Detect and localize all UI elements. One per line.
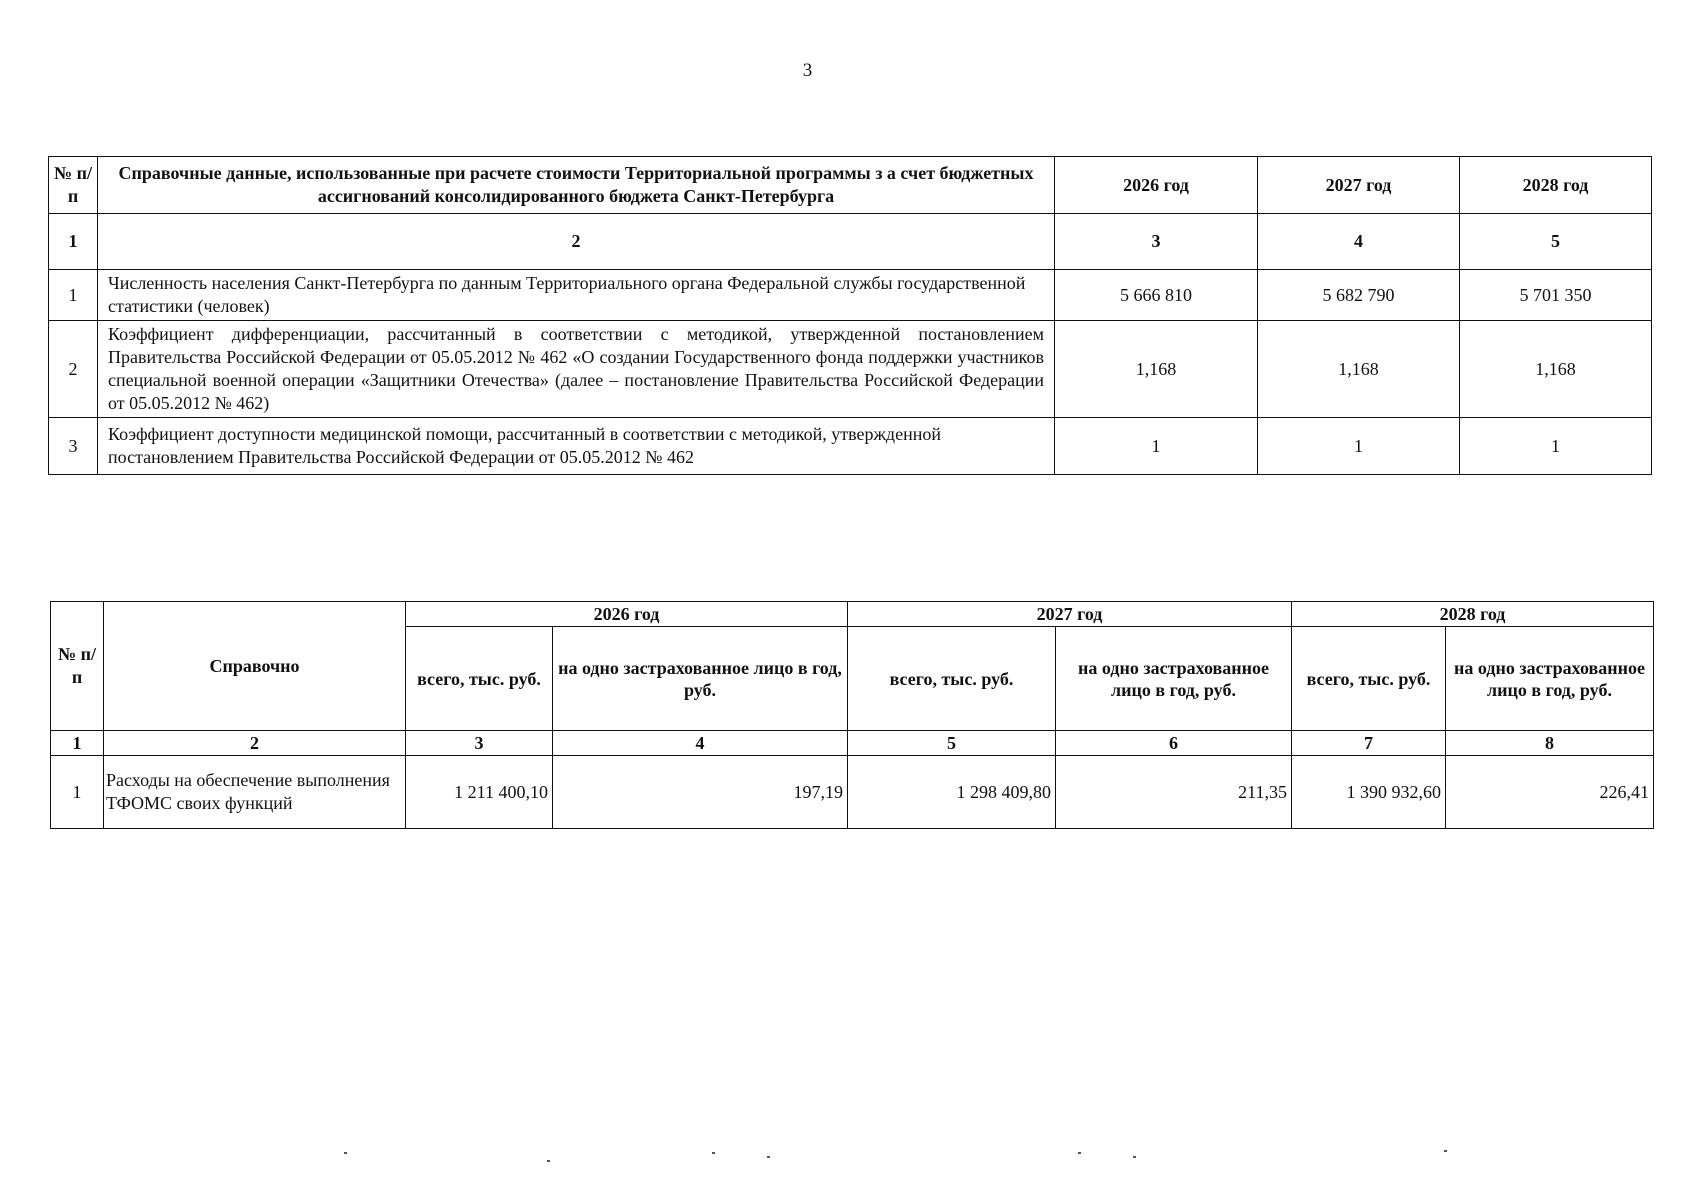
col-header-per-person-2026: на одно застрахованное лицо в год, руб. — [553, 627, 848, 731]
row-description: Коэффициент дифференциации, рассчитанный в соответствии с методикой, утвержденной постановлением Правительства Российской Федерации от 05.05.2012 № 462 «О создании Государственного фонда поддержки участников специальной военной операции «Защитники Отечества» (далее – постановление Правительства Российской Федерации от 05.05.2012 № 462) — [98, 321, 1055, 418]
col-number: 7 — [1292, 731, 1446, 756]
page-number: 3 — [802, 60, 813, 81]
col-number: 1 — [49, 214, 98, 270]
per-person-2027: 211,35 — [1056, 756, 1292, 829]
table-row — [49, 270, 1652, 321]
total-2026: 1 211 400,10 — [406, 756, 553, 829]
col-number: 4 — [1258, 214, 1460, 270]
scan-speck — [547, 1160, 550, 1162]
col-number: 6 — [1056, 731, 1292, 756]
value-2028: 5 701 350 — [1460, 270, 1652, 321]
col-header-2028: 2028 год — [1292, 602, 1654, 627]
col-header-2026: 2026 год — [1055, 157, 1258, 214]
scan-speck — [767, 1156, 770, 1158]
col-number: 5 — [1460, 214, 1652, 270]
col-header-total-2026: всего, тыс. руб. — [406, 627, 553, 731]
col-number: 2 — [98, 214, 1055, 270]
col-header-per-person-2028: на одно застрахованное лицо в год, руб. — [1446, 627, 1654, 731]
col-header-number: № п/п — [51, 602, 104, 731]
reference-data-table — [48, 156, 1652, 475]
scan-speck — [1444, 1150, 1447, 1152]
value-2028: 1 — [1460, 418, 1652, 475]
row-description: Расходы на обеспечение выполнения ТФОМС своих функций — [104, 756, 406, 829]
col-header-total-2027: всего, тыс. руб. — [848, 627, 1056, 731]
col-number: 4 — [553, 731, 848, 756]
col-number: 1 — [51, 731, 104, 756]
table-row — [51, 756, 1654, 829]
row-number: 1 — [49, 270, 98, 321]
col-number: 2 — [104, 731, 406, 756]
column-number-row — [49, 214, 1652, 270]
scan-speck — [1133, 1156, 1136, 1158]
col-header-total-2028: всего, тыс. руб. — [1292, 627, 1446, 731]
col-number: 8 — [1446, 731, 1654, 756]
table-header-row — [49, 157, 1652, 214]
tfoms-expenses-table — [50, 601, 1654, 829]
total-2028: 1 390 932,60 — [1292, 756, 1446, 829]
col-number: 3 — [1055, 214, 1258, 270]
value-2028: 1,168 — [1460, 321, 1652, 418]
col-header-2027: 2027 год — [1258, 157, 1460, 214]
col-header-title: Справочно — [104, 602, 406, 731]
table-row — [49, 321, 1652, 418]
value-2026: 5 666 810 — [1055, 270, 1258, 321]
value-2027: 5 682 790 — [1258, 270, 1460, 321]
scan-speck — [1078, 1152, 1081, 1154]
per-person-2026: 197,19 — [553, 756, 848, 829]
column-number-row — [51, 731, 1654, 756]
total-2027: 1 298 409,80 — [848, 756, 1056, 829]
col-header-2027: 2027 год — [848, 602, 1292, 627]
col-header-2026: 2026 год — [406, 602, 848, 627]
col-header-number: № п/п — [49, 157, 98, 214]
col-number: 3 — [406, 731, 553, 756]
col-header-title: Справочные данные, использованные при расчете стоимости Территориальной программы з а счет бюджетных ассигнований консолидированного бюджета Санкт-Петербурга — [98, 157, 1055, 214]
col-header-per-person-2027: на одно застрахованное лицо в год, руб. — [1056, 627, 1292, 731]
row-number: 2 — [49, 321, 98, 418]
scan-speck — [712, 1152, 715, 1154]
table-header-row — [51, 602, 1654, 627]
value-2026: 1,168 — [1055, 321, 1258, 418]
row-description: Коэффициент доступности медицинской помощи, рассчитанный в соответствии с методикой, утвержденной постановлением Правительства Российской Федерации от 05.05.2012 № 462 — [98, 418, 1055, 475]
scan-speck — [344, 1152, 347, 1154]
per-person-2028: 226,41 — [1446, 756, 1654, 829]
row-description: Численность населения Санкт-Петербурга по данным Территориального органа Федеральной службы государственной статистики (человек) — [98, 270, 1055, 321]
col-header-2028: 2028 год — [1460, 157, 1652, 214]
row-number: 1 — [51, 756, 104, 829]
table-row — [49, 418, 1652, 475]
row-number: 3 — [49, 418, 98, 475]
value-2027: 1 — [1258, 418, 1460, 475]
value-2027: 1,168 — [1258, 321, 1460, 418]
col-number: 5 — [848, 731, 1056, 756]
value-2026: 1 — [1055, 418, 1258, 475]
